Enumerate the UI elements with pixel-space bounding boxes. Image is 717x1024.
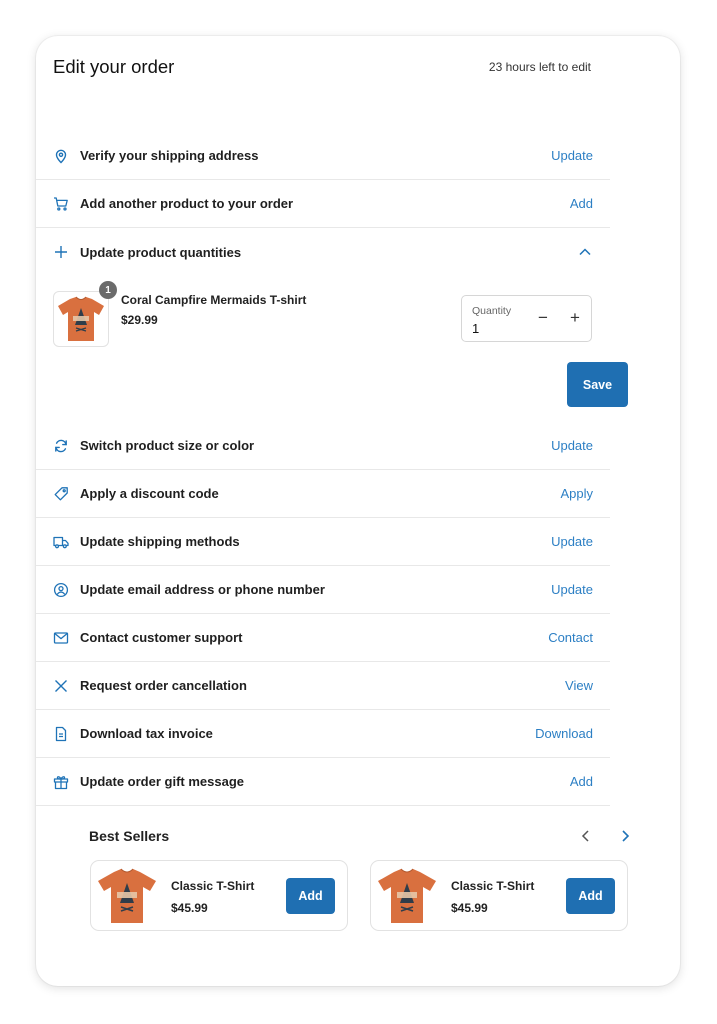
row-add-product[interactable] <box>36 180 610 228</box>
chevron-left-icon[interactable] <box>577 827 595 845</box>
row-label: Update email address or phone number <box>80 582 325 597</box>
chevron-right-icon[interactable] <box>616 827 634 845</box>
best-seller-card[interactable] <box>90 860 348 931</box>
user-circle-icon <box>53 582 69 598</box>
update-link[interactable]: Update <box>551 438 593 453</box>
row-discount-code[interactable] <box>36 470 610 518</box>
apply-link[interactable]: Apply <box>560 486 593 501</box>
quantity-stepper[interactable] <box>461 295 592 342</box>
view-link[interactable]: View <box>565 678 593 693</box>
tshirt-image <box>95 867 159 925</box>
row-label: Apply a discount code <box>80 486 219 501</box>
row-label: Add another product to your order <box>80 196 294 211</box>
row-label: Update order gift message <box>80 774 244 789</box>
quantity-badge: 1 <box>99 281 117 299</box>
product-name: Coral Campfire Mermaids T-shirt <box>121 293 307 307</box>
plus-icon <box>53 244 69 260</box>
row-label: Update product quantities <box>80 244 242 260</box>
product-line-item <box>53 284 591 351</box>
row-tax-invoice[interactable] <box>36 710 610 758</box>
row-label: Request order cancellation <box>80 678 247 693</box>
tshirt-image <box>375 867 439 925</box>
x-icon <box>53 678 69 694</box>
refresh-icon <box>53 438 69 454</box>
row-label: Contact customer support <box>80 630 243 645</box>
best-seller-name: Classic T-Shirt <box>451 879 535 893</box>
row-gift-message[interactable] <box>36 758 610 806</box>
save-button[interactable]: Save <box>567 362 628 407</box>
best-sellers-title: Best Sellers <box>89 828 170 844</box>
download-link[interactable]: Download <box>535 726 593 741</box>
add-link[interactable]: Add <box>569 774 593 789</box>
update-link[interactable]: Update <box>551 148 593 163</box>
best-seller-price: $45.99 <box>171 901 208 915</box>
row-label: Verify your shipping address <box>80 148 259 163</box>
update-link[interactable]: Update <box>551 582 593 597</box>
add-link[interactable]: Add <box>569 196 593 211</box>
row-update-quantities[interactable] <box>36 228 610 276</box>
update-link[interactable]: Update <box>551 534 593 549</box>
row-contact-support[interactable] <box>36 614 610 662</box>
decrement-button[interactable]: − <box>538 308 548 327</box>
add-to-order-button[interactable]: Add <box>566 878 615 914</box>
row-label: Download tax invoice <box>80 726 213 741</box>
increment-button[interactable]: + <box>570 308 580 327</box>
row-shipping-methods[interactable] <box>36 518 610 566</box>
tshirt-image <box>55 295 107 343</box>
product-price: $29.99 <box>121 313 158 327</box>
row-switch-size-color[interactable] <box>36 422 610 470</box>
contact-link[interactable]: Contact <box>548 630 593 645</box>
product-thumbnail <box>53 291 109 347</box>
cart-icon <box>53 196 69 212</box>
chevron-up-icon[interactable] <box>577 244 593 260</box>
best-seller-price: $45.99 <box>451 901 488 915</box>
location-pin-icon <box>53 148 69 164</box>
best-seller-name: Classic T-Shirt <box>171 879 255 893</box>
row-order-cancellation[interactable] <box>36 662 610 710</box>
add-to-order-button[interactable]: Add <box>286 878 335 914</box>
quantity-label: Quantity <box>472 305 512 317</box>
gift-icon <box>53 774 69 790</box>
time-left-text: 23 hours left to edit <box>488 60 591 74</box>
document-icon <box>53 726 69 742</box>
truck-icon <box>53 534 69 550</box>
quantity-input[interactable]: 1 <box>472 321 480 336</box>
mail-icon <box>53 630 69 646</box>
row-email-phone[interactable] <box>36 566 610 614</box>
header <box>53 52 591 82</box>
row-label: Update shipping methods <box>80 534 240 549</box>
page-title: Edit your order <box>53 56 175 77</box>
row-label: Switch product size or color <box>80 438 255 453</box>
row-verify-shipping-address[interactable] <box>36 132 610 180</box>
tag-icon <box>53 486 69 502</box>
best-seller-card[interactable] <box>370 860 628 931</box>
